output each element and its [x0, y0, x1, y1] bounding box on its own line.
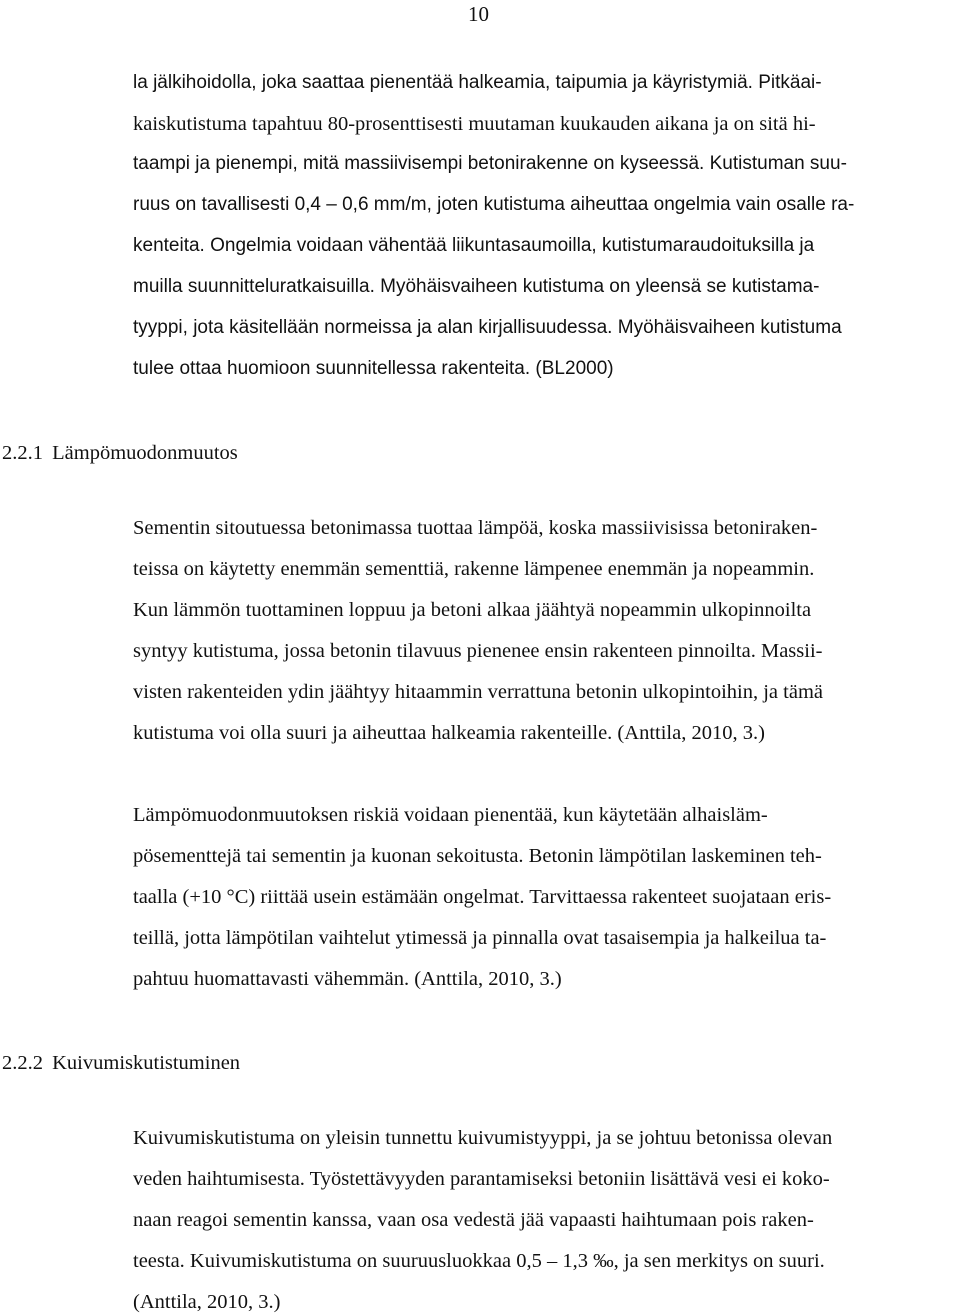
- text-line: kenteita. Ongelmia voidaan vähentää liikuntasaumoilla, kutistumaraudoituksilla ja: [133, 235, 815, 256]
- text-line: (Anttila, 2010, 3.): [133, 1291, 281, 1313]
- section-title: Kuivumiskutistuminen: [52, 1052, 241, 1074]
- text-line: syntyy kutistuma, jossa betonin tilavuus pienenee ensin rakenteen pinnoilta. Massii-: [133, 640, 823, 662]
- text-line: kutistuma voi olla suuri ja aiheuttaa halkeamia rakenteille. (Anttila, 2010, 3.): [133, 722, 765, 744]
- text-line: taampi ja pienempi, mitä massiivisempi betonirakenne on kyseessä. Kutistuman suu-: [133, 153, 847, 174]
- text-line: Lämpömuodonmuutoksen riskiä voidaan pienentää, kun käytetään alhaisläm-: [133, 804, 768, 826]
- text-line: la jälkihoidolla, joka saattaa pienentää halkeamia, taipumia ja käyristymiä. Pitkäai-: [133, 72, 822, 93]
- text-line: pahtuu huomattavasti vähemmän. (Anttila, 2010, 3.): [133, 968, 562, 990]
- text-line: teillä, jotta lämpötilan vaihtelut ytimessä ja pinnalla ovat tasaisempia ja halkeilua ta-: [133, 927, 827, 949]
- text-line: ruus on tavallisesti 0,4 – 0,6 mm/m, joten kutistuma aiheuttaa ongelmia vain osalle ra-: [133, 194, 855, 215]
- section-heading: [2, 1051, 240, 1075]
- text-line: pösementtejä tai sementin ja kuonan sekoitusta. Betonin lämpötilan laskeminen teh-: [133, 845, 822, 867]
- text-line: tyyppi, jota käsitellään normeissa ja alan kirjallisuudessa. Myöhäisvaiheen kutistuma: [133, 317, 842, 338]
- page-number: 10: [468, 2, 489, 26]
- text-line: Kun lämmön tuottaminen loppuu ja betoni alkaa jäähtyä nopeammin ulkopinnoilta: [133, 599, 812, 621]
- section-number: 2.2.1: [2, 442, 43, 464]
- text-line: teissa on käytetty enemmän sementtiä, rakenne lämpenee enemmän ja nopeammin.: [133, 558, 815, 580]
- text-line: Kuivumiskutistuma on yleisin tunnettu kuivumistyyppi, ja se johtuu betonissa olevan: [133, 1127, 833, 1149]
- text-line: kaiskutistuma tapahtuu 80-prosenttisesti muutaman kuukauden aikana ja on sitä hi-: [133, 113, 816, 135]
- text-line: naan reagoi sementin kanssa, vaan osa vedestä jää vapaasti haihtumaan pois raken-: [133, 1209, 814, 1231]
- text-line: veden haihtumisesta. Työstettävyyden parantamiseksi betoniin lisättävä vesi ei koko-: [133, 1168, 830, 1190]
- text-line: teesta. Kuivumiskutistuma on suuruusluokkaa 0,5 – 1,3 ‰, ja sen merkitys on suuri.: [133, 1250, 825, 1272]
- section-title: Lämpömuodonmuutos: [52, 442, 238, 464]
- text-line: visten rakenteiden ydin jäähtyy hitaammin verrattuna betonin ulkopintoihin, ja tämä: [133, 681, 823, 703]
- section-heading: [2, 441, 238, 465]
- text-line: muilla suunnitteluratkaisuilla. Myöhäisvaiheen kutistuma on yleensä se kutistama-: [133, 276, 820, 297]
- text-line: Sementin sitoutuessa betonimassa tuottaa lämpöä, koska massiivisissa betoniraken-: [133, 517, 818, 539]
- section-number: 2.2.2: [2, 1052, 43, 1074]
- text-line: taalla (+10 °C) riittää usein estämään ongelmat. Tarvittaessa rakenteet suojataan eris-: [133, 886, 832, 908]
- text-line: tulee ottaa huomioon suunnitellessa rakenteita. (BL2000): [133, 358, 614, 379]
